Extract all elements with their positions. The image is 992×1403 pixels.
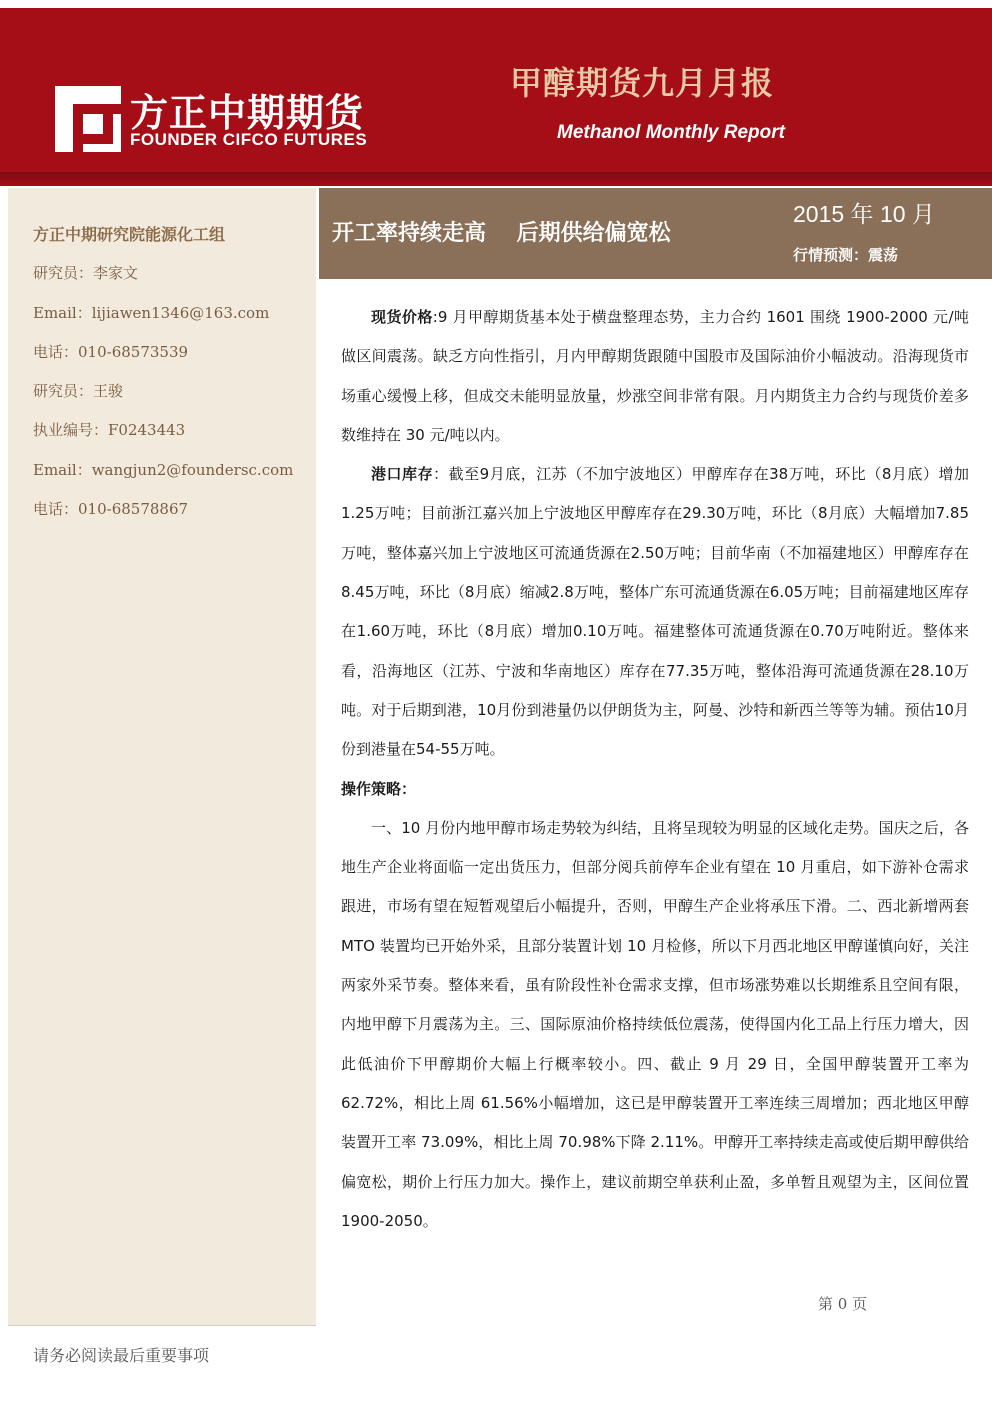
spot-price-text: :9 月甲醇期货基本处于横盘整理态势，主力合约 1601 围绕 1900-2000 元/吨做区间震荡。缺乏方向性指引，月内甲醇期货跟随中国股市及国际油价小幅波动。沿海现货市场重心缓慢上移，但成交未能明显放量，炒涨空间非常有限。月内期货主力合约与现货价差多数维持在 30 元/吨以内。 (341, 308, 969, 444)
analyst-email-1: Email：lijiawen1346@163.com (33, 304, 270, 322)
header-bottom-band (0, 172, 992, 186)
company-name-en: FOUNDER CIFCO FUTURES (130, 130, 368, 149)
strategy-heading-paragraph (341, 770, 969, 809)
report-body (341, 298, 969, 1241)
report-date: 2015 年 10 月 (793, 201, 935, 227)
founder-logo-icon (55, 86, 121, 152)
port-inventory-heading: 港口库存 (371, 465, 434, 484)
page-number: 第 0 页 (818, 1295, 868, 1313)
research-group-name: 方正中期研究院能源化工组 (33, 225, 226, 244)
market-forecast: 行情预测：震荡 (793, 246, 899, 264)
analyst-phone-1: 电话：010-68573539 (33, 343, 189, 361)
strategy-paragraph: 一、10 月份内地甲醇市场走势较为纠结，且将呈现较为明显的区域化走势。国庆之后，各地生产企业将面临一定出货压力，但部分阅兵前停车企业有望在 10 月重启，如下游补仓需求跟进，市场有望在短暂观望后小幅提升，否则，甲醇生产企业将承压下滑。二、西北新增两套 MTO 装置均已开始外采，且部分装置计划 10 月检修，所以下月西北地区甲醇谨慎向好，关注两家外采节奏。整体来看，虽有阶段性补仓需求支撑，但市场涨势难以长期维系且空间有限，内地甲醇下月震荡为主。三、国际原油价格持续低位震荡，使得国内化工品上行压力增大，因此低油价下甲醇期价大幅上行概率较小。四、截止 9 月 29 日，全国甲醇装置开工率为 62.72%，相比上周 61.56%小幅增加，这已是甲醇装置开工率连续三周增加；西北地区甲醇装置开工率 73.09%，相比上周 70.98%下降 2.11%。甲醇开工率持续走高或使后期甲醇供给偏宽松，期价上行压力加大。操作上，建议前期空单获利止盈，多单暂且观望为主，区间位置 1900-2050。 (341, 818, 969, 1230)
analyst-phone-2: 电话：010-68578867 (33, 500, 189, 518)
report-title: 甲醇期货九月月报 (510, 64, 775, 102)
port-inventory-text: ：截至9月底，江苏（不加宁波地区）甲醇库存在38万吨，环比（8月底）增加1.25万吨；目前浙江嘉兴加上宁波地区甲醇库存在29.30万吨，环比（8月底）大幅增加7.85万吨，整体嘉兴加上宁波地区可流通货源在2.50万吨；目前华南（不加福建地区）甲醇库存在8.45万吨，环比（8月底）缩减2.8万吨，整体广东可流通货源在6.05万吨；目前福建地区库存在1.60万吨，环比（8月底）增加0.10万吨。福建整体可流通货源在0.70万吨附近。整体来看，沿海地区（江苏、宁波和华南地区）库存在77.35万吨，整体沿海可流通货源在28.10万吨。对于后期到港，10月份到港量仍以伊朗货为主，阿曼、沙特和新西兰等等为辅。预估10月份到港量在54-55万吨。 (341, 465, 969, 759)
headline-title: 开工率持续走高 后期供给偏宽松 (332, 221, 671, 246)
company-name-cn: 方正中期期货 (130, 91, 365, 135)
spot-price-heading: 现货价格 (371, 308, 433, 326)
strategy-heading: 操作策略： (341, 779, 417, 798)
analyst-name-1: 研究员：李家文 (33, 264, 139, 282)
footer-divider (8, 1325, 316, 1326)
disclaimer-note: 请务必阅读最后重要事项 (33, 1346, 210, 1365)
port-inventory-paragraph (341, 455, 969, 769)
analyst-email-2: Email：wangjun2@foundersc.com (33, 461, 294, 479)
report-title-en: Methanol Monthly Report (557, 122, 785, 143)
analyst-name-2: 研究员：王骏 (33, 382, 124, 400)
analyst-license-2: 执业编号：F0243443 (33, 421, 186, 439)
spot-price-paragraph (341, 298, 969, 455)
